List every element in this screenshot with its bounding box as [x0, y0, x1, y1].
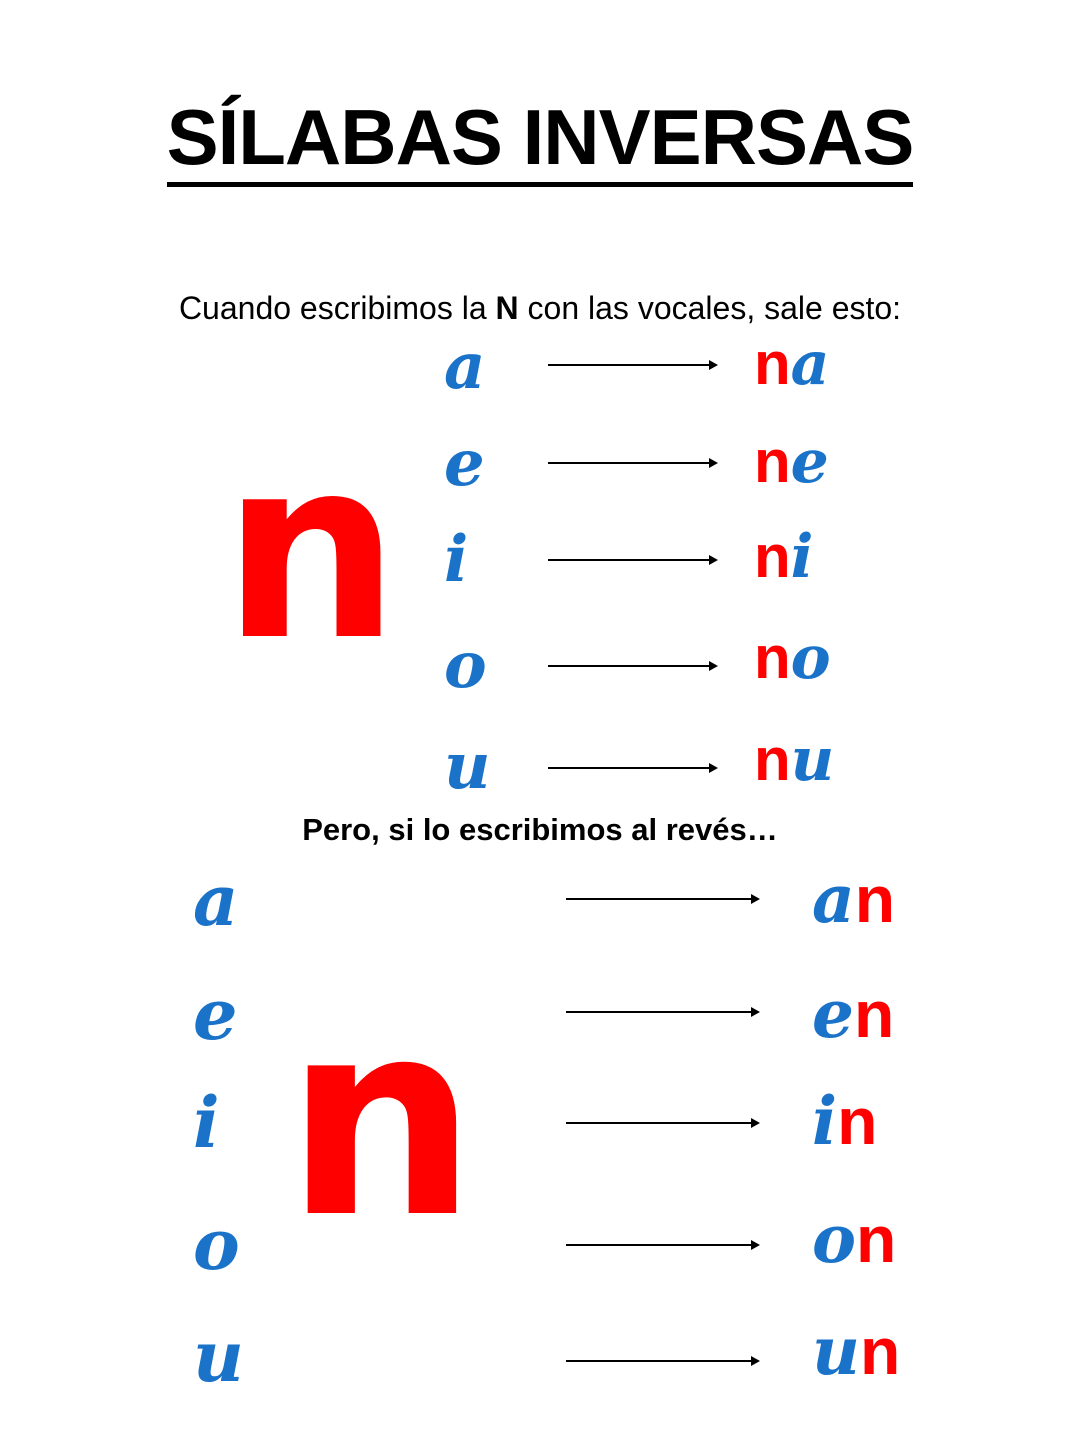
bottom-vowel-i: i	[193, 1081, 220, 1164]
top-arrow-i	[548, 559, 716, 561]
top-arrow-u	[548, 767, 716, 769]
top-vowel-o: o	[444, 628, 487, 703]
page-title	[0, 93, 1080, 187]
bottom-result-in-n: n	[837, 1084, 878, 1158]
big-letter-n-bottom: n	[285, 962, 478, 1277]
top-result-ni-n: n	[754, 523, 791, 590]
bottom-result-on-n: n	[856, 1202, 897, 1276]
bottom-result-on	[812, 1200, 897, 1278]
top-result-nu-vowel: u	[790, 725, 835, 795]
top-result-na-n: n	[754, 330, 791, 397]
top-result-na	[754, 329, 830, 399]
bottom-result-un-n: n	[860, 1314, 901, 1388]
bottom-result-un-vowel: u	[812, 1312, 860, 1390]
top-result-no-vowel: o	[790, 623, 831, 693]
intro-before: Cuando escribimos la	[178, 290, 496, 326]
top-vowel-i: i	[444, 522, 469, 597]
top-vowel-a: a	[444, 329, 486, 404]
top-result-ni	[754, 522, 814, 592]
big-letter-n-top: n	[222, 404, 400, 695]
top-result-no	[754, 623, 831, 693]
bottom-result-un	[812, 1312, 901, 1390]
intro-after: con las vocales, sale esto:	[518, 290, 902, 326]
top-result-ne	[754, 427, 829, 497]
bottom-arrow-i	[566, 1122, 758, 1124]
intro-text	[0, 292, 1080, 324]
bottom-vowel-o: o	[193, 1203, 240, 1286]
bottom-result-an-vowel: a	[812, 860, 855, 938]
bottom-vowel-e: e	[193, 973, 238, 1056]
bottom-result-in-vowel: i	[812, 1082, 838, 1160]
top-result-nu-n: n	[754, 726, 791, 793]
intro-bold-letter: N	[495, 290, 519, 326]
top-vowel-u: u	[444, 729, 491, 804]
bottom-vowel-u: u	[193, 1315, 244, 1398]
bottom-arrow-o	[566, 1244, 758, 1246]
bottom-result-on-vowel: o	[812, 1200, 857, 1278]
top-result-no-n: n	[754, 624, 791, 691]
bottom-result-in	[812, 1082, 878, 1160]
page-title-text: SÍLABAS INVERSAS	[167, 98, 914, 187]
bottom-result-en-n: n	[854, 977, 895, 1051]
bottom-vowel-a: a	[193, 859, 239, 942]
bottom-result-en	[812, 975, 895, 1053]
top-arrow-o	[548, 665, 716, 667]
top-vowel-e: e	[444, 426, 485, 501]
subtitle-text: Pero, si lo escribimos al revés…	[302, 812, 778, 847]
bottom-arrow-a	[566, 898, 758, 900]
bottom-result-en-vowel: e	[812, 975, 854, 1053]
top-result-ni-vowel: i	[790, 522, 814, 592]
top-result-ne-n: n	[754, 428, 791, 495]
bottom-arrow-u	[566, 1360, 758, 1362]
bottom-result-an-n: n	[854, 862, 896, 936]
bottom-result-an	[812, 860, 896, 938]
top-result-na-vowel: a	[790, 329, 830, 399]
top-result-nu	[754, 725, 835, 795]
bottom-arrow-e	[566, 1011, 758, 1013]
top-arrow-a	[548, 364, 716, 366]
top-result-ne-vowel: e	[790, 427, 829, 497]
top-arrow-e	[548, 462, 716, 464]
